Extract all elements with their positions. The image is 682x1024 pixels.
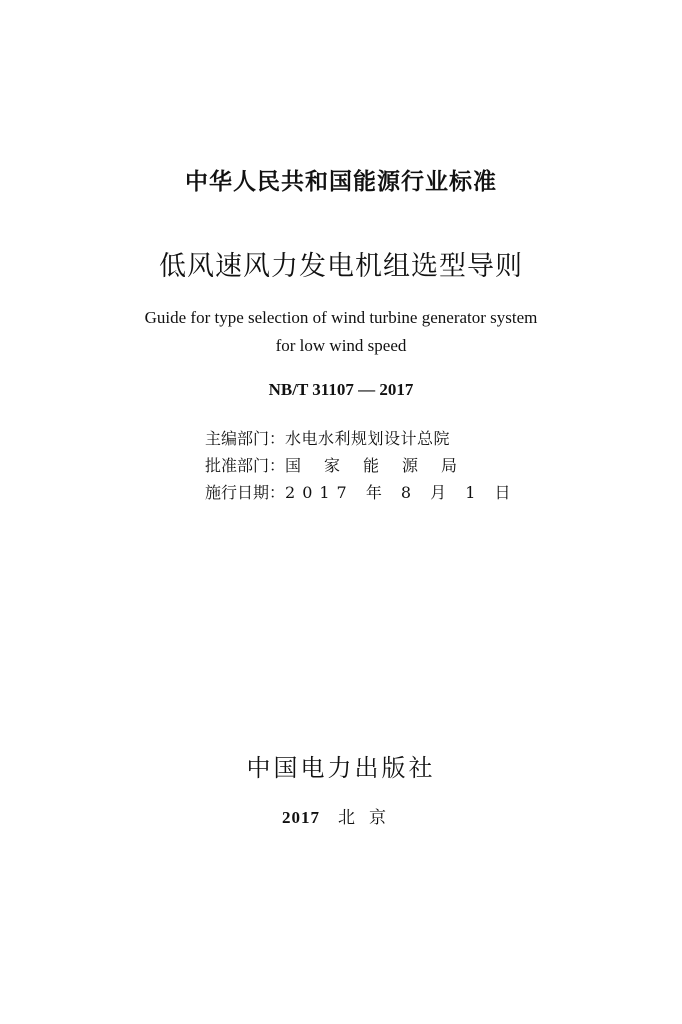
publication-line [0,803,682,828]
publisher-name: 中国电力出版社 [246,754,436,782]
effective-date-value: 2017 年 8 月 1 日 [285,483,518,502]
chinese-title: 低风速风力发电机组选型导则 [159,251,523,282]
publication-year: 2017 [282,808,320,827]
editor-label: 主编部门： [205,429,286,448]
approver-row [205,452,518,479]
editor-value: 水电水利规划设计总院 [285,429,451,448]
standard-number: NB/T 31107 — 2017 [268,380,414,399]
effective-date-label: 施行日期： [205,483,286,502]
publication-city: 北京 [338,808,400,828]
english-title-line-1: Guide for type selection of wind turbine generator system [144,308,538,327]
effective-date-row [205,479,518,506]
editor-row [205,425,518,452]
approver-value: 国家能源局 [285,456,481,475]
english-title-line-2: for low wind speed [275,336,407,355]
english-title [0,304,682,360]
approver-label: 批准部门： [205,456,286,475]
standard-category: 中华人民共和国能源行业标准 [185,169,497,195]
standard-metadata [205,425,518,506]
